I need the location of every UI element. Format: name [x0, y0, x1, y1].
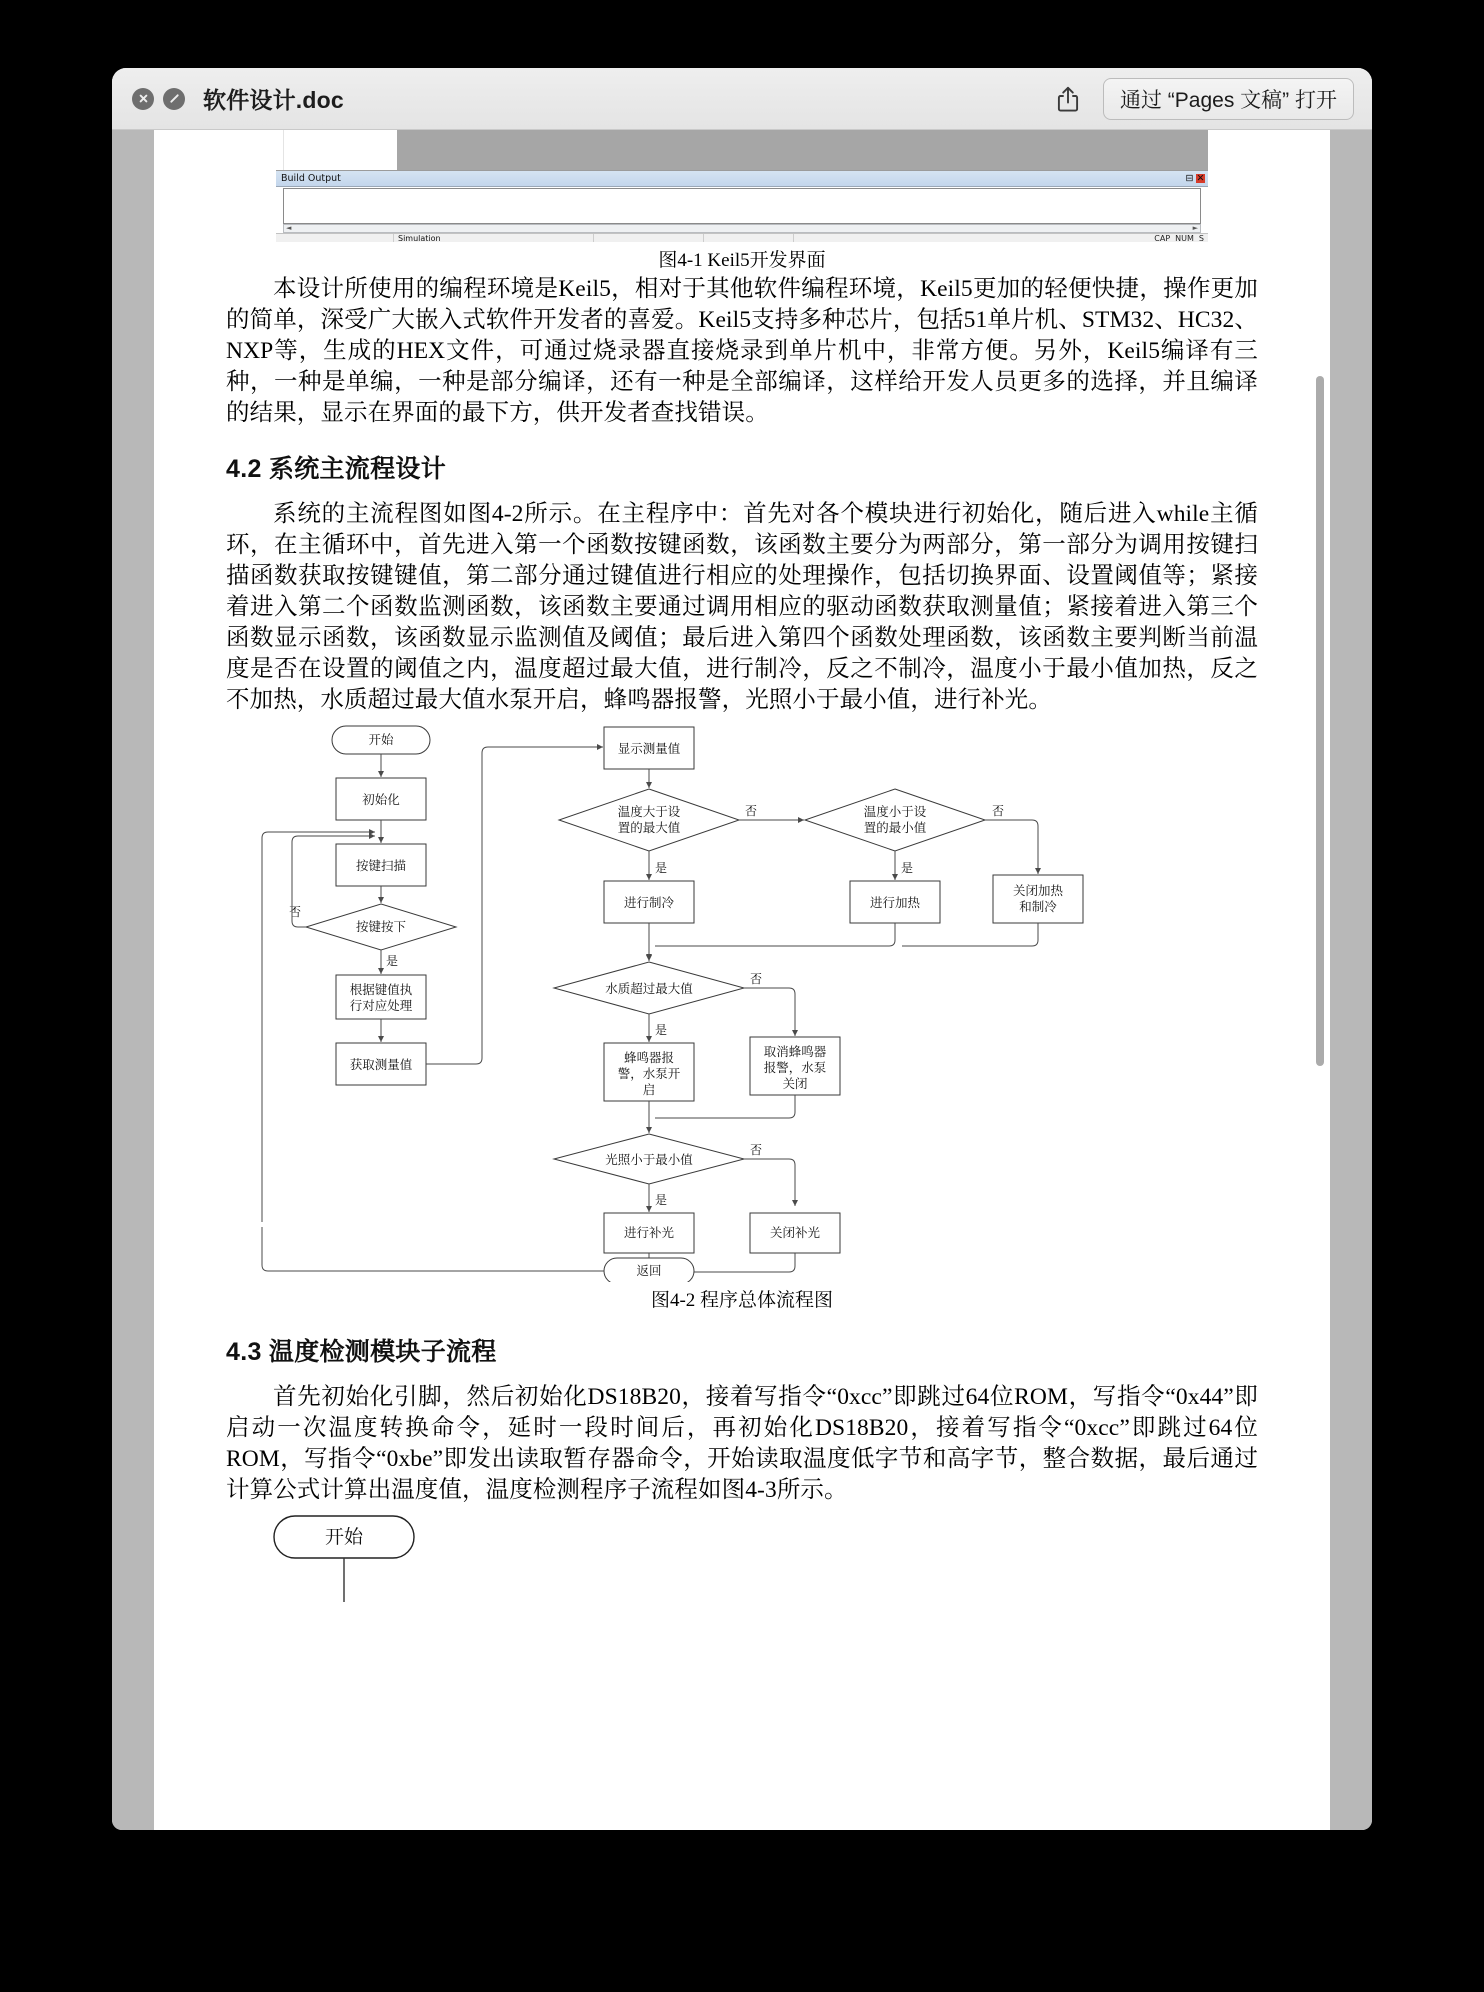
figure-4-3-svg: [226, 1512, 626, 1602]
figure-4-2-flowchart: [226, 722, 1258, 1282]
pin-icon: ⊟: [1185, 173, 1194, 184]
statusbar-num: NUM: [1175, 233, 1194, 242]
quicklook-window: [112, 68, 1372, 1830]
node-stopheatcool-label-line1: 关闭加热: [1012, 884, 1064, 898]
statusbar-simulation: Simulation: [394, 234, 594, 243]
heading-4-2: 4.2 系统主流程设计: [226, 455, 446, 483]
close-icon[interactable]: [132, 88, 154, 110]
share-icon[interactable]: [1053, 82, 1083, 116]
document-page: [154, 130, 1330, 1830]
edge-label-templtmin-no: 否: [992, 804, 1005, 818]
edge-label-lightltmin-yes: 是: [655, 1193, 668, 1207]
keil-project-pane: [276, 130, 284, 170]
build-output-textarea: [283, 188, 1201, 224]
build-output-window-buttons: [1185, 174, 1208, 183]
edge-label-watergtmax-no: 否: [750, 972, 763, 986]
toolbar-right-group: [1053, 78, 1354, 120]
build-output-hscrollbar[interactable]: [283, 224, 1201, 233]
node-return-label: 返回: [636, 1264, 662, 1278]
figure-keil5-screenshot: [276, 130, 1208, 242]
build-output-titlebar: [276, 171, 1208, 187]
statusbar-cell-blank3: [704, 234, 794, 243]
node-init-label: 初始化: [362, 793, 400, 807]
node-lightoff-label: 关闭补光: [769, 1226, 821, 1240]
paragraph-4-1: 本设计所使用的编程环境是Keil5，相对于其他软件编程环境，Keil5更加的轻便快捷，操作更加的简单，深受广大嵌入式软件开发者的喜爱。Keil5支持多种芯片，包括51单片机、STM32、HC32、NXP等，生成的HEX文件，可通过烧录器直接烧录到单片机中，非常方便。另外，Keil5编译有三种，一种是单编，一种是部分编译，还有一种是全部编译，这样给开发人员更多的选择，并且编译的结果，显示在界面的最下方，供开发者查找错误。: [226, 276, 1258, 426]
document-scrollbar[interactable]: [1316, 376, 1324, 1066]
window-title: 软件设计.doc: [203, 87, 344, 113]
node-docool-label: 进行制冷: [623, 896, 675, 910]
node-watergtmax-label: 水质超过最大值: [605, 982, 693, 996]
node-tempgtmax-shape: [559, 789, 739, 851]
node-templtmin-label-line1: 温度小于设: [863, 805, 927, 819]
node-start-label: 开始: [368, 733, 394, 747]
scroll-left-icon[interactable]: ◄: [286, 224, 292, 232]
node-lighton-label: 进行补光: [623, 1226, 675, 1240]
window-toolbar: [112, 68, 1372, 130]
node-keypressed-label: 按键按下: [355, 920, 407, 934]
document-viewport[interactable]: [112, 130, 1372, 1830]
node-showmeasure-label: 显示测量值: [617, 742, 681, 756]
edge-label-keypressed-no: 否: [289, 905, 302, 919]
node-tempgtmax-label-line2: 置的最大值: [617, 821, 681, 835]
node-buzzeroff-label-line2: 报警，水泵: [763, 1061, 827, 1075]
node-lightltmin-label: 光照小于最小值: [605, 1153, 693, 1167]
edge-label-tempgtmax-no: 否: [745, 804, 758, 818]
node-handlekey-label-line2: 行对应处理: [349, 999, 413, 1013]
figure-4-2-caption: 图4-2 程序总体流程图: [650, 1290, 834, 1311]
build-output-title: Build Output: [281, 172, 341, 184]
node-stopheatcool-shape: [993, 875, 1083, 923]
figure-4-3-partial: [226, 1512, 1258, 1602]
paragraph-4-3: 首先初始化引脚，然后初始化DS18B20，接着写指令“0xcc”即跳过64位ROM，写指令“0x44”即启动一次温度转换命令，延时一段时间后，再初始化DS18B20，接着写指令“0xcc”即跳过64位ROM，写指令“0xbe”即发出读取暂存器命令，开始读取温度低字节和高字节，整合数据，最后通过计算公式计算出温度值，温度检测程序子流程如图4-3所示。: [226, 1384, 1258, 1503]
build-output-close-icon[interactable]: ✕: [1196, 173, 1205, 184]
node-stopheatcool-label-line2: 和制冷: [1019, 900, 1057, 914]
statusbar-cell-blank: [276, 234, 394, 243]
edge-label-watergtmax-yes: 是: [655, 1023, 668, 1037]
statusbar-indicators: [1154, 234, 1208, 243]
node-getmeasure-label: 获取测量值: [349, 1058, 413, 1072]
statusbar-cell-blank2: [594, 234, 704, 243]
edge-label-keypressed-yes: 是: [386, 954, 399, 968]
open-with-pages-button[interactable]: [1103, 78, 1354, 120]
node-buzzeron-label-line1: 蜂鸣器报: [623, 1051, 675, 1065]
node-buzzeroff-label-line3: 关闭: [782, 1077, 808, 1091]
scroll-right-icon[interactable]: ►: [1192, 224, 1198, 232]
node-fig43-start-label: 开始: [324, 1527, 364, 1548]
node-buzzeron-label-line2: 警，水泵开: [617, 1067, 681, 1081]
edge-label-tempgtmax-yes: 是: [655, 861, 668, 875]
node-handlekey-label-line1: 根据键值执: [349, 983, 413, 997]
statusbar-scrl: S: [1198, 233, 1204, 242]
paragraph-4-2: 系统的主流程图如图4-2所示。在主程序中：首先对各个模块进行初始化，随后进入while主循环，在主循环中，首先进入第一个函数按键函数，该函数主要分为两部分，第一部分为调用按键扫描函数获取按键键值，第二部分通过键值进行相应的处理操作，包括切换界面、设置阈值等；紧接着进入第二个函数监测函数，该函数主要通过调用相应的驱动函数获取测量值；紧接着进入第三个函数显示函数，该函数显示监测值及阈值；最后进入第四个函数处理函数，该函数主要判断当前温度是否在设置的阈值之内，温度超过最大值，进行制冷，反之不制冷，温度小于最小值加热，反之不加热，水质超过最大值水泵开启，蜂鸣器报警，光照小于最小值，进行补光。: [226, 501, 1258, 713]
node-buzzeron-label-line3: 启: [642, 1083, 656, 1097]
keil-statusbar: [276, 233, 1208, 242]
heading-4-3: 4.3 温度检测模块子流程: [226, 1338, 497, 1366]
node-templtmin-label-line2: 置的最小值: [863, 821, 927, 835]
node-buzzeroff-label-line1: 取消蜂鸣器: [763, 1045, 827, 1059]
flowchart-svg: [226, 722, 1258, 1282]
node-keyscan-label: 按键扫描: [355, 859, 407, 873]
keil-grey-area: [397, 130, 1208, 170]
open-with-label: 通过 “Pages 文稿” 打开: [1119, 88, 1337, 112]
figure-4-1-caption: 图4-1 Keil5开发界面: [658, 250, 826, 271]
statusbar-cap: CAP: [1154, 233, 1171, 242]
edge-label-templtmin-yes: 是: [901, 861, 914, 875]
node-tempgtmax-label-line1: 温度大于设: [617, 805, 681, 819]
markup-icon[interactable]: [163, 88, 185, 110]
node-templtmin-shape: [805, 789, 985, 851]
node-doheat-label: 进行加热: [869, 896, 921, 910]
edge-label-lightltmin-no: 否: [750, 1143, 763, 1157]
